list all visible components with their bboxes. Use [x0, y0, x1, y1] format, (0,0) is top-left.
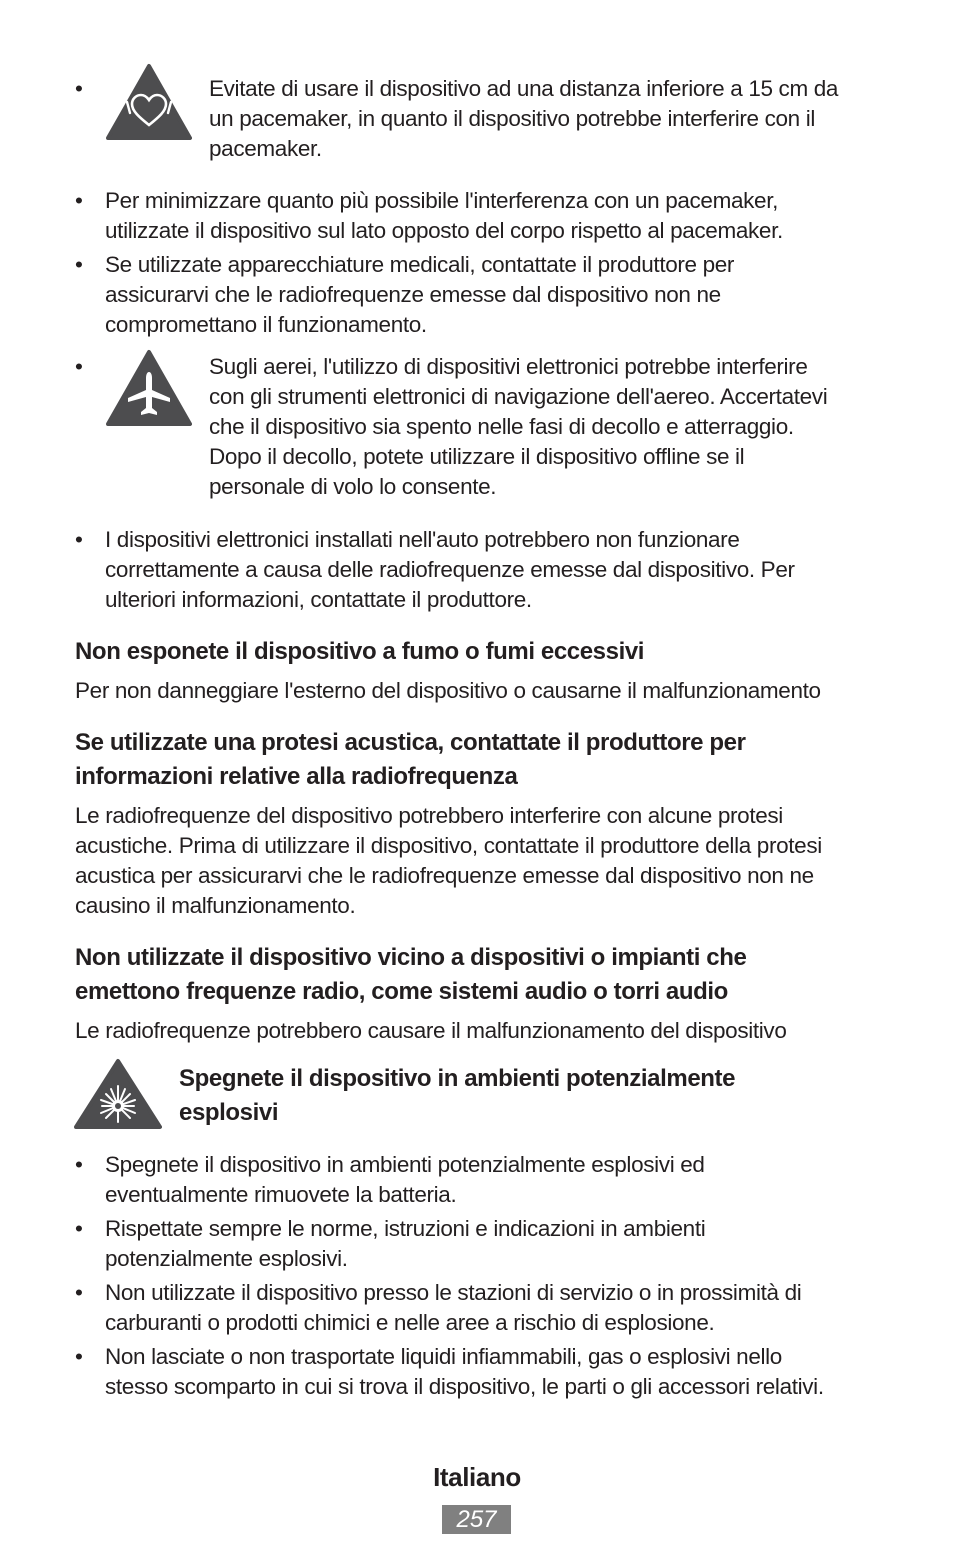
bullet-marker: •	[75, 188, 83, 213]
bullet-text	[105, 1342, 875, 1402]
text-line: carburanti o prodotti chimici e nelle aree a rischio di esplosione.	[105, 1310, 715, 1335]
pacemaker-warning-icon	[106, 62, 192, 142]
heading-line: esplosivi	[179, 1099, 279, 1126]
heading-line: informazioni relative alla radiofrequenza	[75, 763, 518, 790]
text-line: Dopo il decollo, potete utilizzare il dispositivo offline se il	[209, 444, 745, 469]
text-line: Evitate di usare il dispositivo ad una distanza inferiore a 15 cm da	[209, 76, 839, 101]
text-line: un pacemaker, in quanto il dispositivo potrebbe interferire con il	[209, 106, 816, 131]
bullet-text	[105, 525, 875, 615]
text-line: Per minimizzare quanto più possibile l'interferenza con un pacemaker,	[105, 188, 779, 213]
bullet-text	[105, 186, 875, 246]
text-line: compromettano il funzionamento.	[105, 312, 427, 337]
bullet-marker: •	[75, 1216, 83, 1241]
text-line: acustica per assicurarvi che le radiofrequenze emesse dal dispositivo non ne	[75, 863, 814, 888]
explosion-warning-icon	[74, 1058, 162, 1130]
text-line: eventualmente rimuovete la batteria.	[105, 1182, 457, 1207]
text-line: Spegnete il dispositivo in ambienti potenzialmente esplosivi ed	[105, 1152, 705, 1177]
text-line: Per non danneggiare l'esterno del dispositivo o causarne il malfunzionamento	[75, 678, 821, 703]
text-line: stesso scomparto in cui si trova il dispositivo, le parti o gli accessori relativi.	[105, 1374, 824, 1399]
text-line: utilizzate il dispositivo sul lato opposto del corpo rispetto al pacemaker.	[105, 218, 783, 243]
heading-line: Se utilizzate una protesi acustica, contattate il produttore per	[75, 729, 746, 756]
section-heading-explosive	[179, 1062, 859, 1130]
text-line: acustiche. Prima di utilizzare il dispositivo, contattate il produttore della protesi	[75, 833, 822, 858]
bullet-marker: •	[75, 252, 83, 277]
text-line: con gli strumenti elettronici di navigazione dell'aereo. Accertatevi	[209, 384, 828, 409]
bullet-marker: •	[75, 76, 83, 101]
bullet-marker: •	[75, 1280, 83, 1305]
heading-line: Spegnete il dispositivo in ambienti potenzialmente	[179, 1065, 736, 1092]
bullet-text	[105, 250, 875, 340]
text-line: Non utilizzate il dispositivo presso le stazioni di servizio o in prossimità di	[105, 1280, 802, 1305]
page-number: 257	[442, 1505, 511, 1534]
bullet-marker: •	[75, 1152, 83, 1177]
text-line: Le radiofrequenze del dispositivo potrebbero interferire con alcune protesi	[75, 803, 783, 828]
text-line: Sugli aerei, l'utilizzo di dispositivi elettronici potrebbe interferire	[209, 354, 808, 379]
section-body-smoke	[75, 676, 895, 706]
section-heading-radio-facilities	[75, 941, 895, 1009]
bullet-text	[105, 1214, 875, 1274]
bullet-marker: •	[75, 527, 83, 552]
text-line: pacemaker.	[209, 136, 322, 161]
heading-line: Non utilizzate il dispositivo vicino a dispositivi o impianti che	[75, 944, 747, 971]
text-line: Non lasciate o non trasportate liquidi infiammabili, gas o esplosivi nello	[105, 1344, 782, 1369]
airplane-warning-icon	[106, 348, 192, 428]
bullet-text	[105, 1278, 875, 1338]
bullet-marker: •	[75, 1344, 83, 1369]
text-line: Rispettate sempre le norme, istruzioni e indicazioni in ambienti	[105, 1216, 706, 1241]
bullet-text	[209, 74, 875, 164]
section-body-hearing-aid	[75, 801, 895, 921]
bullet-text	[209, 352, 875, 502]
heading-line: emettono frequenze radio, come sistemi audio o torri audio	[75, 978, 728, 1005]
text-line: ulteriori informazioni, contattate il produttore.	[105, 587, 532, 612]
bullet-marker: •	[75, 354, 83, 379]
text-line: correttamente a causa delle radiofrequenze emesse dal dispositivo. Per	[105, 557, 795, 582]
section-heading-smoke	[75, 635, 895, 669]
heading-line: Non esponete il dispositivo a fumo o fumi eccessivi	[75, 638, 645, 665]
text-line: I dispositivi elettronici installati nell'auto potrebbero non funzionare	[105, 527, 740, 552]
text-line: Le radiofrequenze potrebbero causare il malfunzionamento del dispositivo	[75, 1018, 787, 1043]
footer-language: Italiano	[433, 1462, 521, 1492]
text-line: assicurarvi che le radiofrequenze emesse dal dispositivo non ne	[105, 282, 721, 307]
text-line: Se utilizzate apparecchiature medicali, contattate il produttore per	[105, 252, 735, 277]
section-heading-hearing-aid	[75, 726, 895, 794]
bullet-text	[105, 1150, 875, 1210]
text-line: che il dispositivo sia spento nelle fasi di decollo e atterraggio.	[209, 414, 794, 439]
section-body-radio-facilities	[75, 1016, 895, 1046]
text-line: potenzialmente esplosivi.	[105, 1246, 348, 1271]
text-line: causino il malfunzionamento.	[75, 893, 356, 918]
text-line: personale di volo lo consente.	[209, 474, 497, 499]
